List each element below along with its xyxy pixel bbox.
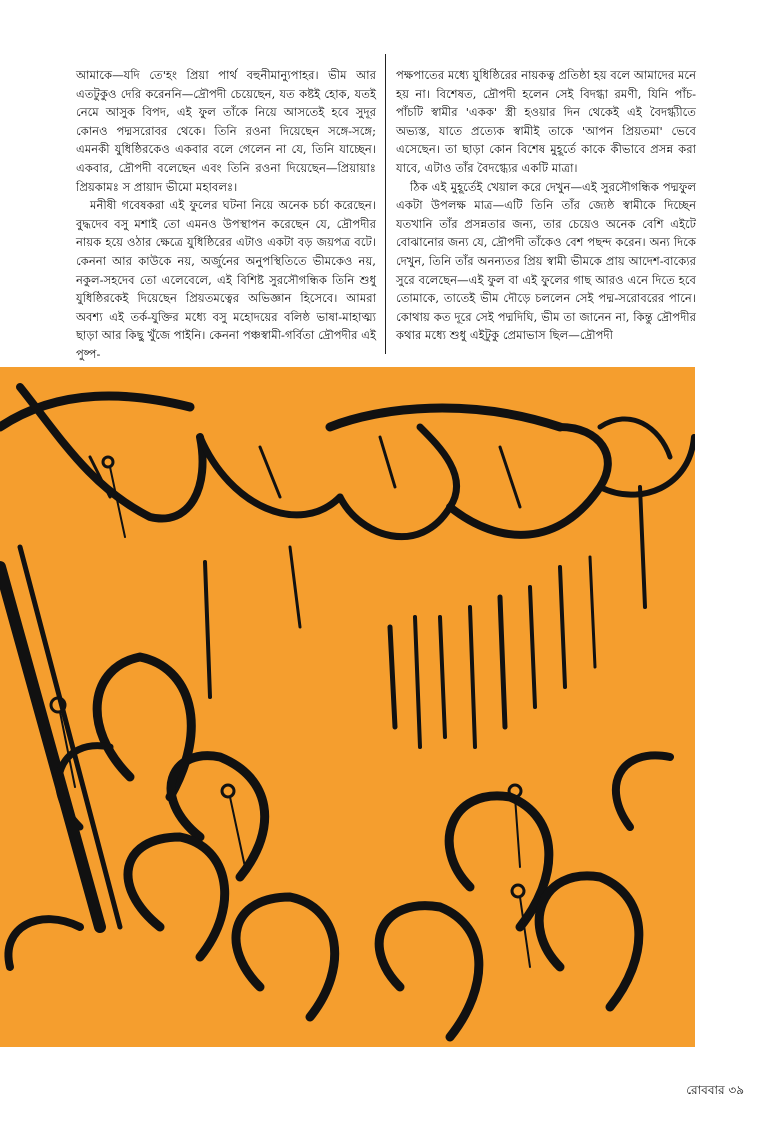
paragraph: মনীষী গবেষকরা এই ফুলের ঘটনা নিয়ে অনেক চর্চা করেছেন। বুদ্ধদেব বসু মশাই তো এমনও উপস্থাপন করেছেন যে, দ্রৌপদীর নায়ক হয়ে ওঠার ক্ষেত্রে যুধিষ্ঠিরের এটাও একটা বড় জয়পত্র বটে। কেননা আর কাউকে নয়, অর্জুনের অনুপস্থিতিতে ভীমকেও নয়, নকুল-সহদেব তো এলেবেলে, এই বিশিষ্ট সুরসৌগন্ধিক তিনি শুধু যুধিষ্ঠিরকেই দিয়েছেন প্রিয়তমত্বের অভিজ্ঞান হিসেবে। আমরা অবশ্য এই তর্ক-যুক্তির মধ্যে বসু মহোদয়ের বলিষ্ঠ ভাষা-মাহাত্ম্য ছাড়া আর কিছু খুঁজে পাইনি। কেননা পঞ্চস্বামী-গর্বিতা দ্রৌপদীর এই পুষ্প- [76, 198, 376, 361]
paragraph: আমাকে—যদি তে'হং প্রিয়া পার্থ বহুনীমান্যুপাহর। ভীম আর এতটুকুও দেরি করেননি—দ্রৌপদী চেয়েছেন, যত কষ্টই হোক, যতই নেমে আসুক বিপদ, এই ফুল তাঁকে নিয়ে আসতেই হবে সুদূর কোনও পদ্মসরোবর থেকে। তিনি রওনা দিয়েছেন সঙ্গে-সঙ্গে; এমনকী যুধিষ্ঠিরকেও একবার বলে গেলেন না যে, তিনি যাচ্ছেন। একবার, দ্রৌপদী বলেছেন এবং তিনি রওনা দিয়েছেন—প্রিয়ায়াঃ প্রিয়কামঃ স প্রায়াদ ভীমো মহাবলঃ। [76, 68, 376, 194]
magazine-name: রোববার [686, 1083, 725, 1097]
left-text-column [76, 66, 376, 364]
page-footer [686, 1082, 744, 1102]
flower-illustration [0, 367, 695, 1047]
paragraph: পক্ষপাতের মধ্যে যুধিষ্ঠিরের নায়কত্ব প্রতিষ্ঠা হয় বলে আমাদের মনে হয় না। বিশেষত, দ্রৌপদী হলেন সেই বিদগ্ধা রমণী, যিনি পাঁচ-পাঁচটি স্বামীর 'একক' স্ত্রী হওয়ার দিন থেকেই এই বৈদগ্ধ্যীতে অভ্যস্ত, যাতে প্রত্যেক স্বামীই তাকে 'আপন প্রিয়তমা' ভেবে এসেছেন। তা ছাড়া কোন বিশেষ মুহূর্তে কাকে কীভাবে প্রসন্ন করা যাবে, এটাও তাঁর বৈদগ্ধ্যের একটি মাত্রা। [396, 68, 696, 175]
column-divider [385, 54, 386, 354]
paragraph: ঠিক এই মুহূর্তেই খেয়াল করে দেখুন—এই সুরসৌগন্ধিক পদ্মফুল একটা উপলক্ষ মাত্র—এটি তিনি তাঁর জ্যেষ্ঠ স্বামীকে দিচ্ছেন যতখানি তাঁর প্রসন্নতার জন্য, তার চেয়েও অনেক বেশি এইটে বোঝানোর জন্য যে, দ্রৌপদী তাঁকেও বেশ পছন্দ করেন। অন্য দিকে দেখুন, তিনি তাঁর অনন্যতর প্রিয় স্বামী ভীমকে প্রায় আদেশ-বাক্যের সুরে বলেছেন—এই ফুল বা এই ফুলের গাছ আরও এনে দিতে হবে তোমাকে, তাতেই ভীম দৌড়ে চললেন সেই পদ্ম-সরোবরের পানে। কোথায় কত দূরে সেই পদ্মদিঘি, ভীম তা জানেন না, কিন্তু দ্রৌপদীর কথার মধ্যে শুধু এইটুকু প্রেমাভাস ছিল—দ্রৌপদী [396, 179, 696, 343]
right-text-column [396, 66, 696, 345]
page-number: ৩৯ [728, 1083, 744, 1097]
